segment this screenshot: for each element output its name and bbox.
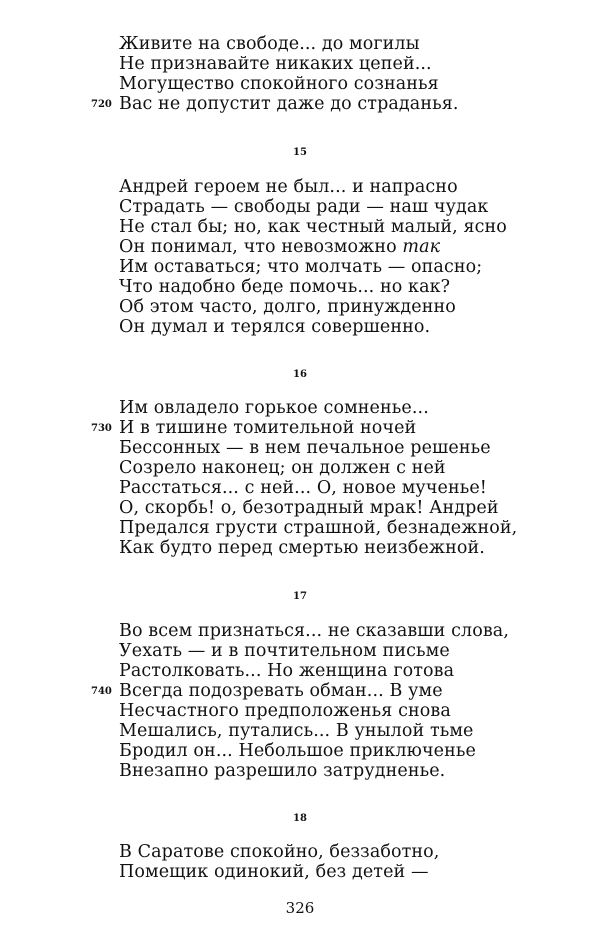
stanza-number: 18 — [293, 813, 307, 824]
verse-line: Бродил он... Небольшое приключенье — [119, 741, 476, 761]
line-number: 740 — [91, 686, 112, 697]
verse-line: Мешались, путались... В унылой тьме — [119, 721, 474, 741]
verse-line — [119, 237, 440, 257]
stanza-number: 15 — [293, 147, 307, 158]
verse-line: Бессонных — в нем печальное решенье — [119, 438, 491, 458]
italic-word: так — [402, 237, 441, 257]
verse-line: Уехать — и в почтительном письме — [119, 641, 450, 661]
verse-line: Не признавайте никаких цепей... — [119, 54, 432, 74]
verse-line: Помещик одинокий, без детей — — [119, 862, 429, 882]
verse-line: Расстаться... с ней... О, новое мученье! — [119, 478, 487, 498]
verse-line: Как будто перед смертью неизбежной. — [119, 538, 485, 558]
verse-line: Несчастного предположенья снова — [119, 701, 451, 721]
verse-line: Им овладело горькое сомненье... — [119, 398, 429, 418]
page-number: 326 — [285, 899, 315, 917]
verse-line: И в тишине томительной ночей — [119, 418, 417, 438]
line-number: 730 — [91, 423, 112, 434]
verse-line: Страдать — свободы ради — наш чудак — [119, 197, 489, 217]
verse-line: Могущество спокойного сознанья — [119, 74, 439, 94]
line-number: 720 — [91, 99, 112, 110]
verse-line: Созрело наконец; он должен с ней — [119, 458, 446, 478]
verse-line: Им оставаться; что молчать — опасно; — [119, 257, 483, 277]
verse-line: Всегда подозревать обман... В уме — [119, 681, 443, 701]
verse-line: Во всем признаться... не сказавши слова, — [119, 621, 509, 641]
verse-line: Он думал и терялся совершенно. — [119, 317, 431, 337]
verse-line: Об этом часто, долго, принужденно — [119, 297, 456, 317]
verse-line: Живите на свободе... до могилы — [119, 34, 420, 54]
verse-line-text: Он понимал, что невозможно — [119, 237, 397, 257]
verse-line: Вас не допустит даже до страданья. — [119, 94, 459, 114]
verse-line: В Саратове спокойно, беззаботно, — [119, 842, 440, 862]
verse-line: О, скорбь! о, безотрадный мрак! Андрей — [119, 498, 499, 518]
verse-line: Не стал бы; но, как честный малый, ясно — [119, 217, 507, 237]
verse-line: Что надобно беде помочь... но как? — [119, 277, 451, 297]
verse-line: Внезапно разрешило затрудненье. — [119, 761, 446, 781]
verse-line: Андрей героем не был... и напрасно — [119, 177, 458, 197]
stanza-number: 17 — [293, 591, 307, 602]
verse-line: Растолковать... Но женщина готова — [119, 661, 455, 681]
verse-line: Предался грусти страшной, безнадежной, — [119, 518, 518, 538]
stanza-number: 16 — [293, 369, 307, 380]
